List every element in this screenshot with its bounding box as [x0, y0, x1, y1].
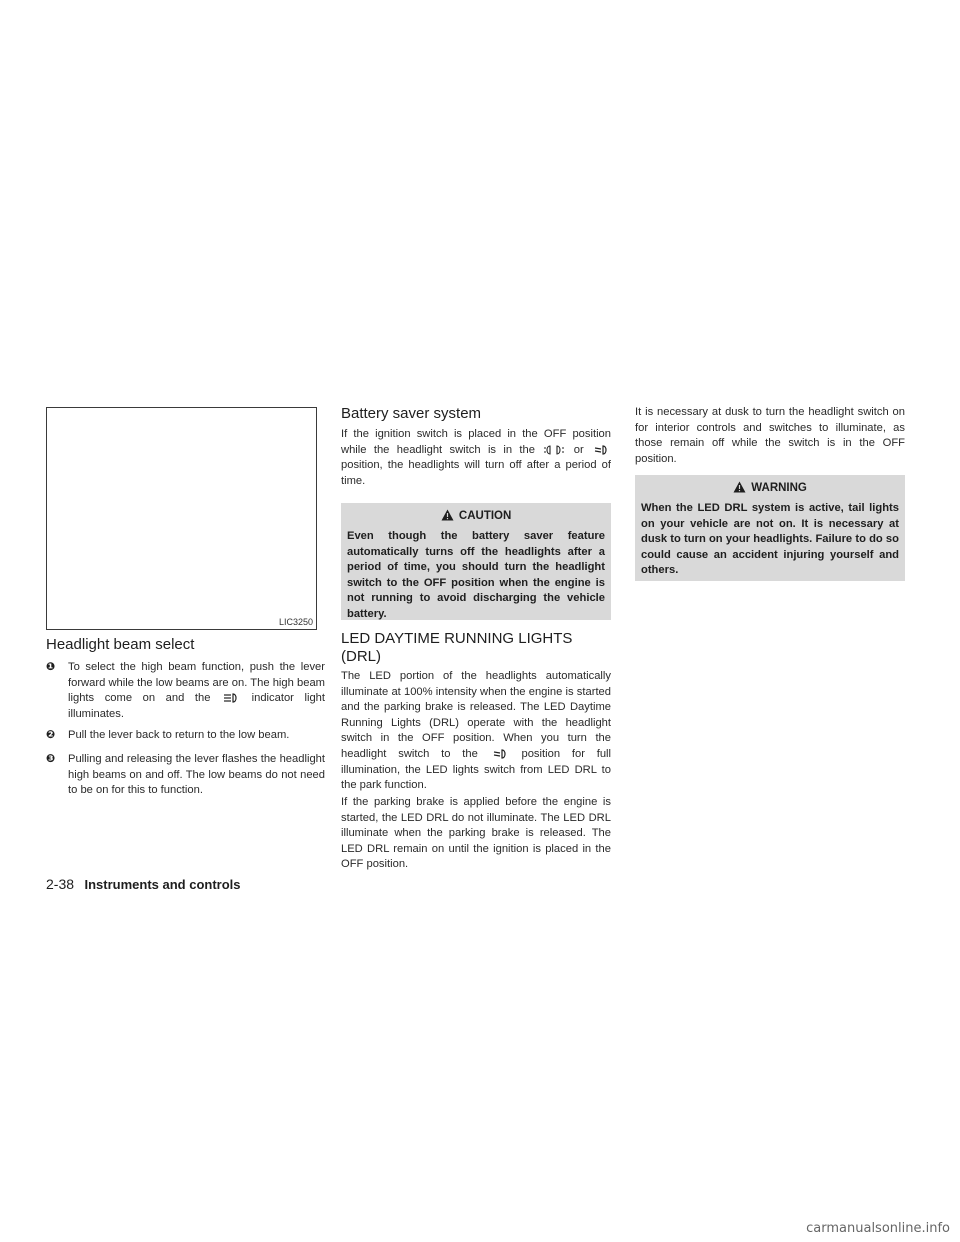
caution-header: [341, 503, 611, 525]
caution-title: CAUTION: [458, 510, 512, 522]
heading-led-drl: LED DAYTIME RUNNING LIGHTS (DRL): [341, 630, 573, 665]
item-text: To select the high beam function, push the lever forward while the low beams are on. The high beam lights come on and the indicator light illuminates.: [68, 661, 325, 720]
parking-lights-icon: [544, 445, 564, 455]
heading-battery-saver: Battery saver system: [341, 405, 482, 422]
section-title: Instruments and controls: [84, 877, 241, 892]
item-text: Pulling and releasing the lever flashes the headlight high beams on and off. The low beams do not need to be on for this to function.: [68, 753, 325, 797]
warning-icon: [733, 481, 746, 493]
warning-header: [635, 475, 905, 497]
warning-text: When the LED DRL system is active, tail lights on your vehicle are not on. It is necessary at dusk to turn on your headlights. Failure to do so could cause an accident injuring yourself and others.: [641, 502, 899, 577]
watermark: carmanualsonline.info: [806, 1221, 950, 1236]
caution-text: Even though the battery saver feature automatically turns off the headlights after a period of time, you should turn the headlight switch to the OFF position when the engine is not running to avoid discharging the vehicle battery.: [347, 530, 605, 620]
item-number: ❶: [46, 661, 56, 673]
headlight-icon: [593, 445, 609, 455]
figure-placeholder: [46, 407, 317, 630]
figure-code: LIC3250: [278, 617, 313, 627]
caution-box: [341, 503, 611, 620]
battery-saver-paragraph: If the ignition switch is placed in the OFF position while the headlight switch is in the or position, the headlights will turn off after a period of time.: [341, 428, 611, 487]
item-text: Pull the lever back to return to the low beam.: [68, 729, 290, 741]
item-number: ❸: [46, 753, 56, 765]
led-drl-paragraph: The LED portion of the headlights automatically illuminate at 100% intensity when the engine is started and the parking brake is released. The LED Daytime Running Lights (DRL) operate with the headlight switch in the OFF position. When you turn the headlight switch to the position for full illumination, the LED lights switch from LED DRL to the park function.: [341, 670, 612, 792]
page-number: 2-38: [46, 876, 75, 892]
item-number: ❷: [46, 729, 56, 741]
warning-title: WARNING: [751, 482, 807, 494]
parking-brake-paragraph: If the parking brake is applied before the engine is started, the LED DRL do not illuminate. The LED DRL illuminate when the parking brake is released. The LED DRL remain on until the ignition is placed in the OFF position.: [341, 796, 611, 871]
headlight-icon: [492, 749, 508, 759]
high-beam-indicator-icon: [223, 693, 239, 703]
caution-icon: [441, 509, 454, 521]
heading-headlight-beam-select: Headlight beam select: [46, 636, 195, 653]
page-footer: [46, 876, 241, 894]
dusk-paragraph: It is necessary at dusk to turn the headlight switch on for interior controls and switches to illuminate, as those remain off while the switch is in the OFF position.: [635, 406, 905, 465]
warning-box: [635, 475, 905, 581]
